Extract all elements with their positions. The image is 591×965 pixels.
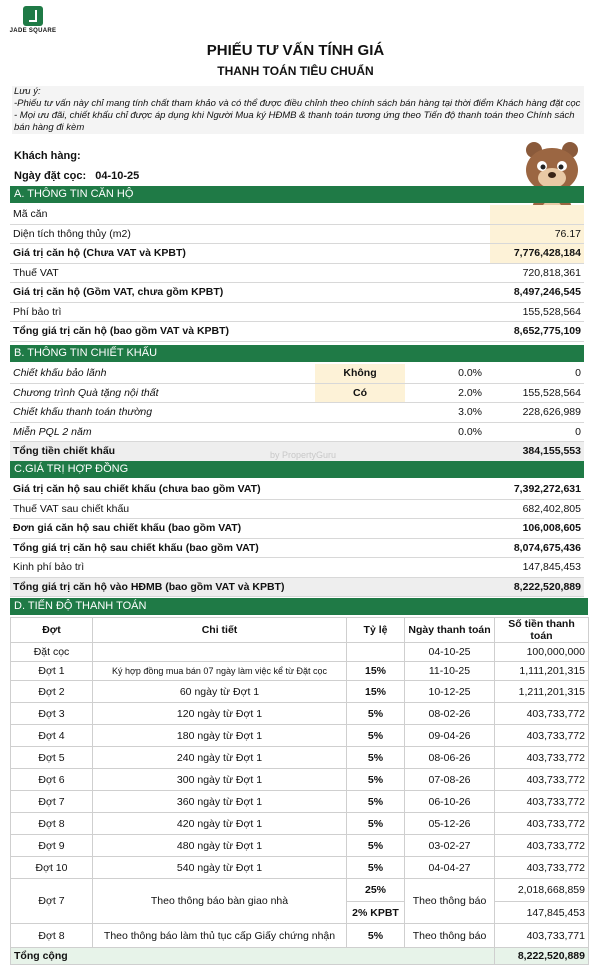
rate-cell: 5% xyxy=(347,747,405,769)
row-value xyxy=(490,205,584,224)
detail-cell: 180 ngày từ Đợt 1 xyxy=(93,725,347,747)
detail-cell: 420 ngày từ Đợt 1 xyxy=(93,813,347,835)
row-value: 106,008,605 xyxy=(490,519,584,539)
table-row xyxy=(10,244,584,264)
table-row xyxy=(10,558,584,578)
notes-box xyxy=(12,86,584,134)
amount-cell: 2,018,668,859 xyxy=(495,879,589,902)
date-cell: Theo thông báo xyxy=(405,879,495,924)
row-label: Giá trị căn hộ (Chưa VAT và KPBT) xyxy=(10,244,490,264)
amount-cell: 403,733,772 xyxy=(495,747,589,769)
table-row xyxy=(10,499,584,519)
table-row xyxy=(11,879,589,902)
amount-cell: 403,733,772 xyxy=(495,813,589,835)
table-row xyxy=(11,813,589,835)
row-label: Giá trị căn hộ (Gồm VAT, chưa gồm KPBT) xyxy=(10,283,490,303)
table-row xyxy=(10,322,584,342)
amount-cell: 403,733,772 xyxy=(495,791,589,813)
brand-name: JADE SQUARE xyxy=(9,28,57,34)
rate-cell: 25% xyxy=(347,879,405,902)
section-b-table xyxy=(10,364,584,462)
rate-cell: 15% xyxy=(347,662,405,681)
detail-cell: Theo thông báo làm thủ tục cấp Giấy chứng nhận xyxy=(93,924,347,948)
rate-cell: 5% xyxy=(347,857,405,879)
rate-cell: 5% xyxy=(347,924,405,948)
amount-cell: 403,733,772 xyxy=(495,725,589,747)
period-cell: Đợt 3 xyxy=(11,703,93,725)
row-label: Tổng tiền chiết khấu xyxy=(10,442,485,462)
detail-cell: 360 ngày từ Đợt 1 xyxy=(93,791,347,813)
amount-cell: 100,000,000 xyxy=(495,643,589,662)
table-row xyxy=(10,364,584,383)
total-amount: 8,222,520,889 xyxy=(495,948,589,965)
table-row xyxy=(11,643,589,662)
detail-cell: 300 ngày từ Đợt 1 xyxy=(93,769,347,791)
row-label: Đơn giá căn hộ sau chiết khấu (bao gồm VAT) xyxy=(10,519,490,539)
page-subtitle: THANH TOÁN TIÊU CHUẨN xyxy=(217,64,374,78)
table-row xyxy=(10,302,584,322)
date-cell: 03-02-27 xyxy=(405,835,495,857)
detail-cell: 540 ngày từ Đợt 1 xyxy=(93,857,347,879)
section-d-header: D. TIẾN ĐỘ THANH TOÁN xyxy=(10,598,588,615)
row-label: Thuế VAT sau chiết khấu xyxy=(10,499,490,519)
amount-cell: 403,733,772 xyxy=(495,835,589,857)
date-cell: 08-06-26 xyxy=(405,747,495,769)
date-cell: 10-12-25 xyxy=(405,681,495,703)
row-label: Phí bảo trì xyxy=(10,302,490,322)
period-cell: Đợt 8 xyxy=(11,813,93,835)
date-cell: 04-10-25 xyxy=(405,643,495,662)
table-row xyxy=(10,205,584,224)
amount-cell: 147,845,453 xyxy=(495,902,589,924)
table-row xyxy=(11,681,589,703)
table-row xyxy=(11,791,589,813)
date-cell: 04-04-27 xyxy=(405,857,495,879)
table-row xyxy=(11,769,589,791)
rate-cell: 5% xyxy=(347,725,405,747)
table-row xyxy=(10,577,584,597)
row-value: 147,845,453 xyxy=(490,558,584,578)
period-cell: Đợt 8 xyxy=(11,924,93,948)
detail-cell: 240 ngày từ Đợt 1 xyxy=(93,747,347,769)
table-row xyxy=(11,835,589,857)
discount-pct: 0.0% xyxy=(405,364,485,383)
watermark: by PropertyGuru xyxy=(270,450,337,460)
date-cell: 09-04-26 xyxy=(405,725,495,747)
row-value: 8,222,520,889 xyxy=(490,577,584,597)
amount-cell: 403,733,772 xyxy=(495,857,589,879)
row-label: Kinh phí bảo trì xyxy=(10,558,490,578)
brand-logo xyxy=(8,6,58,34)
payment-schedule-table xyxy=(10,617,589,965)
deposit-date-row xyxy=(14,170,139,182)
column-header: Chi tiết xyxy=(93,618,347,643)
notes-line-2: - Mọi ưu đãi, chiết khấu chỉ được áp dụng khi Người Mua ký HĐMB & thanh toán tương ứng theo Tiến độ thanh toán theo Chính sách bán hàng đi kèm xyxy=(14,110,575,133)
table-row xyxy=(10,403,584,423)
total-row xyxy=(11,948,589,965)
row-value: 155,528,564 xyxy=(485,383,584,403)
date-cell: Theo thông báo xyxy=(405,924,495,948)
deposit-date-value: 04-10-25 xyxy=(95,170,140,182)
row-value: 8,497,246,545 xyxy=(490,283,584,303)
row-label: Miễn PQL 2 năm xyxy=(10,422,315,442)
table-row xyxy=(11,703,589,725)
period-cell: Đợt 7 xyxy=(11,791,93,813)
date-cell: 11-10-25 xyxy=(405,662,495,681)
row-value: 8,074,675,436 xyxy=(490,538,584,558)
table-row xyxy=(11,857,589,879)
date-cell: 06-10-26 xyxy=(405,791,495,813)
page-title: PHIẾU TƯ VẤN TÍNH GIÁ xyxy=(206,42,385,59)
row-value: 7,392,272,631 xyxy=(490,480,584,499)
detail-cell: Theo thông báo bàn giao nhà xyxy=(93,879,347,924)
discount-option xyxy=(315,403,405,423)
discount-option[interactable]: Có xyxy=(315,383,405,403)
deposit-date-label: Ngày đặt cọc: xyxy=(14,170,87,182)
notes-heading: Lưu ý: xyxy=(14,86,41,97)
row-value: 0 xyxy=(485,364,584,383)
row-label: Tổng giá trị căn hộ sau chiết khấu (bao gồm VAT) xyxy=(10,538,490,558)
row-value: 720,818,361 xyxy=(490,263,584,283)
row-label: Chiết khấu thanh toán thường xyxy=(10,403,315,423)
row-label: Giá trị căn hộ sau chiết khấu (chưa bao gồm VAT) xyxy=(10,480,490,499)
row-value: 7,776,428,184 xyxy=(490,244,584,264)
row-value: 76.17 xyxy=(490,224,584,244)
customer-label: Khách hàng: xyxy=(14,150,81,162)
table-row xyxy=(11,747,589,769)
row-label: Tổng giá trị căn hộ (bao gồm VAT và KPBT) xyxy=(10,322,490,342)
rate-cell: 5% xyxy=(347,813,405,835)
discount-pct: 0.0% xyxy=(405,422,485,442)
detail-cell: 480 ngày từ Đợt 1 xyxy=(93,835,347,857)
amount-cell: 1,111,201,315 xyxy=(495,662,589,681)
detail-cell xyxy=(93,643,347,662)
period-cell: Đợt 2 xyxy=(11,681,93,703)
period-cell: Đặt cọc xyxy=(11,643,93,662)
row-value: 228,626,989 xyxy=(485,403,584,423)
rate-cell xyxy=(347,643,405,662)
table-header-row xyxy=(11,618,589,643)
date-cell: 08-02-26 xyxy=(405,703,495,725)
row-label: Chương trình Quà tặng nội thất xyxy=(10,383,315,403)
period-cell: Đợt 10 xyxy=(11,857,93,879)
discount-option[interactable]: Không xyxy=(315,364,405,383)
table-row xyxy=(10,480,584,499)
period-cell: Đợt 7 xyxy=(11,879,93,924)
jade-square-logo-icon xyxy=(23,6,43,26)
total-label: Tổng cộng xyxy=(11,948,495,965)
detail-cell: Ký hợp đồng mua bán 07 ngày làm việc kể từ Đặt cọc xyxy=(93,662,347,681)
section-b-header: B. THÔNG TIN CHIẾT KHẤU xyxy=(10,345,584,362)
table-row xyxy=(10,538,584,558)
table-row xyxy=(11,924,589,948)
rate-cell: 5% xyxy=(347,791,405,813)
period-cell: Đợt 5 xyxy=(11,747,93,769)
period-cell: Đợt 9 xyxy=(11,835,93,857)
discount-pct: 2.0% xyxy=(405,383,485,403)
detail-cell: 60 ngày từ Đợt 1 xyxy=(93,681,347,703)
column-header: Số tiền thanh toán xyxy=(495,618,589,643)
discount-option xyxy=(315,422,405,442)
table-row xyxy=(11,725,589,747)
table-row xyxy=(10,263,584,283)
period-cell: Đợt 6 xyxy=(11,769,93,791)
row-value: 8,652,775,109 xyxy=(490,322,584,342)
row-label: Chiết khấu bảo lãnh xyxy=(10,364,315,383)
column-header: Đợt xyxy=(11,618,93,643)
section-c-header: C.GIÁ TRỊ HỢP ĐỒNG xyxy=(10,461,584,478)
row-label: Tổng giá trị căn hộ vào HĐMB (bao gồm VAT và KPBT) xyxy=(10,577,490,597)
row-value: 682,402,805 xyxy=(490,499,584,519)
section-c-table xyxy=(10,480,584,597)
row-label: Mã căn xyxy=(10,205,490,224)
rate-cell: 5% xyxy=(347,769,405,791)
column-header: Tỷ lệ xyxy=(347,618,405,643)
discount-pct: 3.0% xyxy=(405,403,485,423)
date-cell: 07-08-26 xyxy=(405,769,495,791)
column-header: Ngày thanh toán xyxy=(405,618,495,643)
amount-cell: 403,733,772 xyxy=(495,769,589,791)
row-label: Thuế VAT xyxy=(10,263,490,283)
table-row xyxy=(10,519,584,539)
rate-cell: 15% xyxy=(347,681,405,703)
row-value: 0 xyxy=(485,422,584,442)
table-row xyxy=(10,224,584,244)
row-value: 384,155,553 xyxy=(485,442,584,462)
table-row xyxy=(10,283,584,303)
notes-line-1: -Phiếu tư vấn này chỉ mang tính chất tham khảo và có thể được điều chỉnh theo chính sách bán hàng tại thời điểm Khách hàng đặt cọc xyxy=(14,98,581,109)
date-cell: 05-12-26 xyxy=(405,813,495,835)
detail-cell: 120 ngày từ Đợt 1 xyxy=(93,703,347,725)
rate-cell: 2% KPBT xyxy=(347,902,405,924)
table-row xyxy=(11,662,589,681)
period-cell: Đợt 4 xyxy=(11,725,93,747)
row-label: Diện tích thông thủy (m2) xyxy=(10,224,490,244)
table-row xyxy=(10,422,584,442)
section-a-header: A. THÔNG TIN CĂN HỘ xyxy=(10,186,584,203)
amount-cell: 1,211,201,315 xyxy=(495,681,589,703)
section-a-table xyxy=(10,205,584,342)
row-value: 155,528,564 xyxy=(490,302,584,322)
table-row xyxy=(10,383,584,403)
rate-cell: 5% xyxy=(347,835,405,857)
period-cell: Đợt 1 xyxy=(11,662,93,681)
rate-cell: 5% xyxy=(347,703,405,725)
amount-cell: 403,733,771 xyxy=(495,924,589,948)
amount-cell: 403,733,772 xyxy=(495,703,589,725)
